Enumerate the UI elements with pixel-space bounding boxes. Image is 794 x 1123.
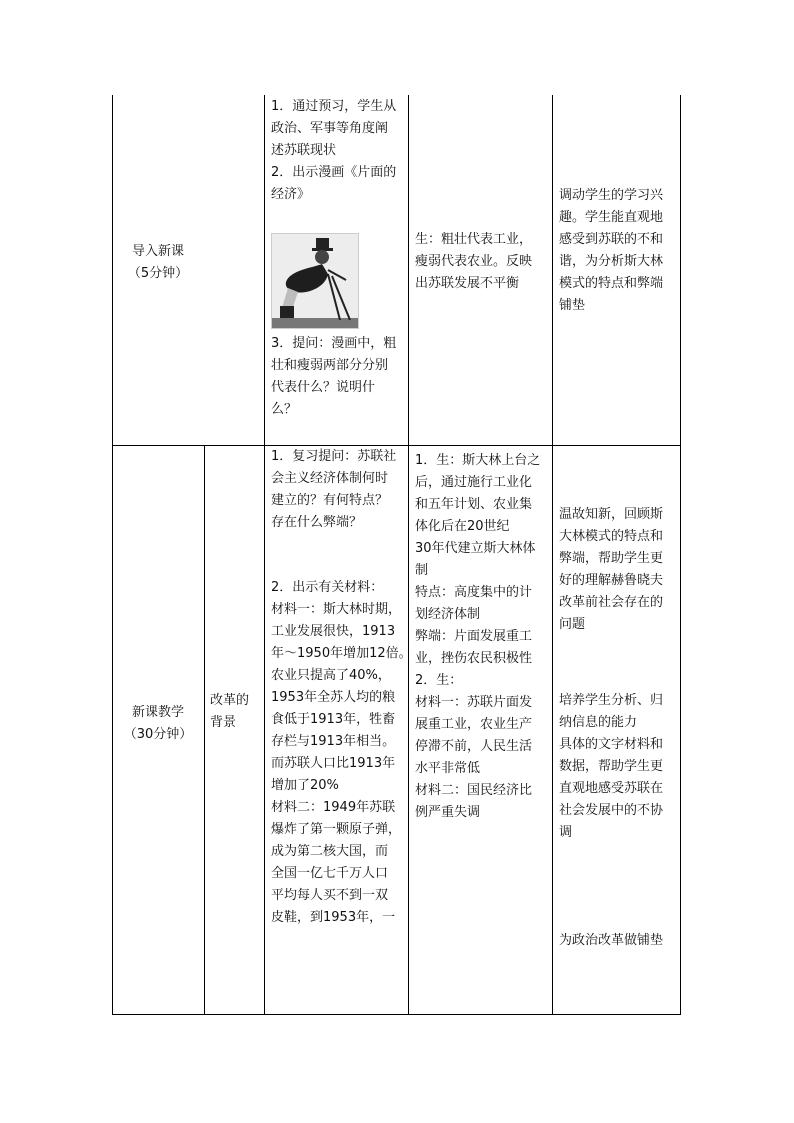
row2-stage-duration: （30分钟） — [123, 727, 193, 742]
text-line: 壮和瘦弱两部分分别 — [271, 358, 389, 373]
text-line: 直观地感受苏联在 — [559, 781, 664, 796]
text-line: 为政治改革做铺垫 — [559, 933, 664, 948]
text-line: 大林模式的特点和 — [559, 529, 664, 544]
text-line: 调动学生的学习兴 — [559, 188, 664, 203]
text-line: 增加了20% — [271, 778, 339, 793]
text-line: 会主义经济体制何时 — [271, 471, 389, 486]
text-line: 2．出示有关材料： — [271, 580, 384, 595]
text-line: 改革的 — [210, 693, 250, 708]
text-line: 3．提问：漫画中，粗 — [271, 336, 397, 351]
text-line: 么？ — [271, 402, 298, 417]
text-line: 30年代建立斯大林体 — [415, 541, 536, 556]
table-col-divider-intent — [552, 95, 553, 1015]
text-line: 1953年全苏人均的粮 — [271, 690, 396, 705]
row2-intent-review — [559, 504, 663, 636]
row2-teacher-review — [271, 446, 396, 534]
row1-intent-cell — [559, 185, 663, 317]
text-line: 存栏与1913年相当。 — [271, 734, 396, 749]
table-row-divider — [112, 445, 681, 446]
row2-stage-cell — [112, 702, 204, 746]
text-line: 培养学生分析、归 — [559, 693, 664, 708]
text-line: 铺垫 — [559, 298, 586, 313]
row2-stage-name: 新课教学 — [131, 705, 184, 720]
table-right-border — [680, 95, 681, 1015]
text-line: 趣。学生能直观地 — [559, 210, 664, 225]
row1-teacher-cell — [271, 96, 396, 206]
text-line: 弊端，帮助学生更 — [559, 551, 664, 566]
text-line: 生：粗壮代表工业， — [415, 232, 533, 247]
text-line: 代表什么？说明什 — [271, 380, 376, 395]
text-line: 问题 — [559, 617, 586, 632]
row1-student-cell — [415, 229, 532, 295]
text-line: 弊端：片面发展重工 — [415, 629, 533, 644]
text-line: 材料一：苏联片面发 — [415, 695, 533, 710]
text-line: 1．复习提问：苏联社 — [271, 449, 397, 464]
text-line: 纳信息的能力 — [559, 715, 638, 730]
text-line: 温故知新，回顾斯 — [559, 507, 664, 522]
text-line: 划经济体制 — [415, 607, 481, 622]
text-line: 和五年计划、农业集 — [415, 497, 533, 512]
row1-stage-duration: （5分钟） — [127, 266, 189, 281]
text-line: 后，通过施行工业化 — [415, 475, 533, 490]
text-line: 农业只提高了40%， — [271, 668, 391, 683]
text-line: 全国一亿七千万人口 — [271, 866, 389, 881]
text-line: 调 — [559, 825, 573, 840]
text-line: 瘦弱代表农业。反映 — [415, 254, 533, 269]
text-line: 水平非常低 — [415, 761, 481, 776]
text-line: 而苏联人口比1913年 — [271, 756, 396, 771]
text-line: 改革前社会存在的 — [559, 595, 664, 610]
text-line: 展重工业，农业生产 — [415, 717, 533, 732]
text-line: 材料一：斯大林时期， — [271, 602, 402, 617]
text-line: 政治、军事等角度阐 — [271, 121, 389, 136]
row1-stage-cell — [112, 241, 204, 285]
text-line: 爆炸了第一颗原子弹， — [271, 822, 402, 837]
text-line: 特点：高度集中的计 — [415, 585, 533, 600]
text-line: 感受到苏联的不和 — [559, 232, 664, 247]
text-line: 成为第二核大国，而 — [271, 844, 389, 859]
text-line: 平均每人买不到一双 — [271, 888, 389, 903]
text-line: 数据，帮助学生更 — [559, 759, 664, 774]
cartoon-image — [271, 233, 359, 329]
text-line: 具体的文字材料和 — [559, 737, 664, 752]
text-line: 2．生： — [415, 673, 463, 688]
table-col-divider-sub — [204, 445, 205, 1015]
text-line: 社会发展中的不协 — [559, 803, 664, 818]
row2-intent-political — [559, 930, 663, 952]
text-line: 业，挫伤农民积极性 — [415, 651, 533, 666]
table-col-divider-teacher — [264, 95, 265, 1015]
row2-sub-cell — [210, 690, 249, 734]
text-line: 材料二：国民经济比 — [415, 783, 533, 798]
text-line: 模式的特点和弊端 — [559, 276, 664, 291]
row2-student-cell — [415, 450, 540, 824]
text-line: 背景 — [210, 715, 237, 730]
text-line: 出苏联发展不平衡 — [415, 276, 520, 291]
text-line: 体化后在20世纪 — [415, 519, 510, 534]
table-left-border — [112, 95, 113, 1015]
table-bottom-border — [112, 1014, 681, 1015]
text-line: 谐，为分析斯大林 — [559, 254, 664, 269]
text-line: 建立的？有何特点？ — [271, 493, 389, 508]
row2-intent-analysis — [559, 690, 663, 844]
text-line: 1．通过预习，学生从 — [271, 99, 397, 114]
text-line: 制 — [415, 563, 429, 578]
text-line: 好的理解赫鲁晓夫 — [559, 573, 664, 588]
text-line: 停滞不前，人民生活 — [415, 739, 533, 754]
text-line: 例严重失调 — [415, 805, 481, 820]
text-line: 年～1950年增加12倍。 — [271, 646, 412, 661]
row1-teacher-question — [271, 333, 396, 421]
text-line: 经济》 — [271, 187, 311, 202]
text-line: 食低于1913年，牲畜 — [271, 712, 396, 727]
text-line: 述苏联现状 — [271, 143, 337, 158]
row1-stage-name: 导入新课 — [131, 244, 184, 259]
text-line: 2．出示漫画《片面的 — [271, 165, 397, 180]
text-line: 材料二：1949年苏联 — [271, 800, 396, 815]
text-line: 1．生：斯大林上台之 — [415, 453, 541, 468]
text-line: 工业发展很快，1913 — [271, 624, 396, 639]
text-line: 皮鞋，到1953年，一 — [271, 910, 396, 925]
text-line: 存在什么弊端？ — [271, 515, 363, 530]
row2-teacher-materials — [271, 577, 412, 929]
